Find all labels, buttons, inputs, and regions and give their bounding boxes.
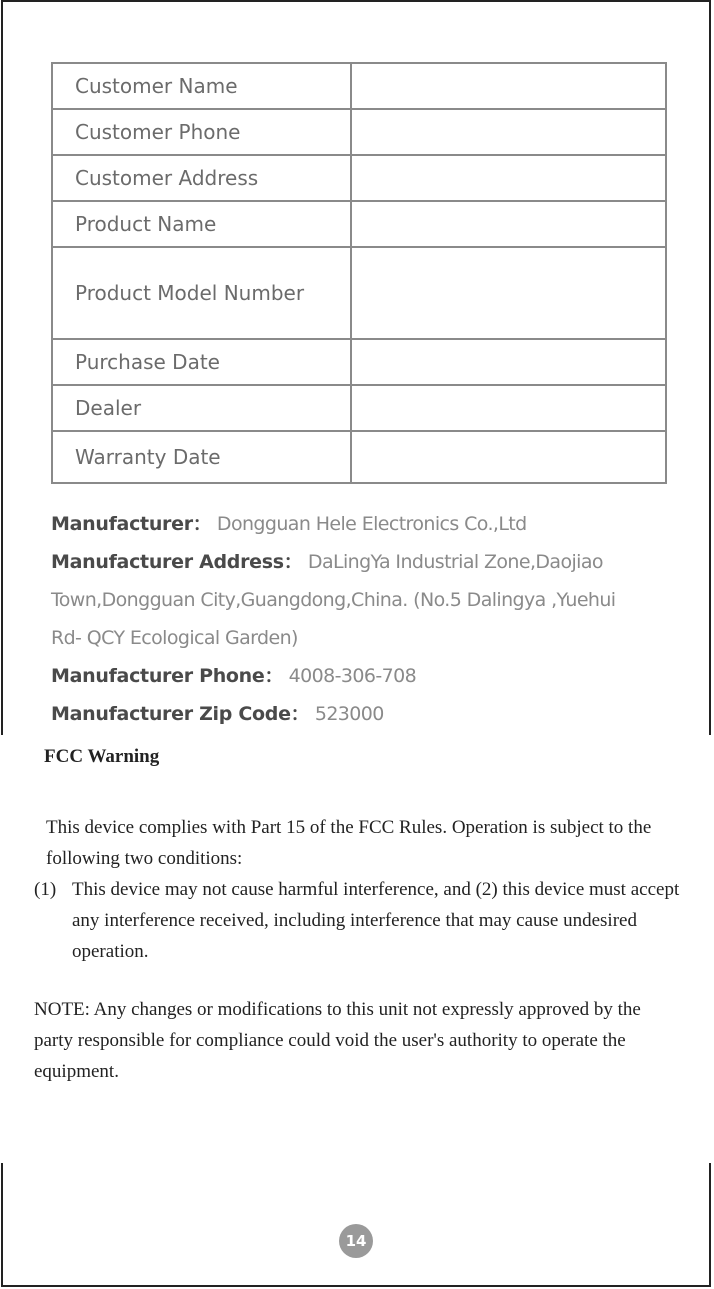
fcc-item-text: This device may not cause harmful interference, and (2) this device must accept any interference received, including interference that may cause undesired operation. [72,879,680,962]
row-label: Dealer [52,385,351,431]
row-label: Warranty Date [52,431,351,483]
row-value [351,63,666,109]
warranty-card-table [51,62,667,484]
manufacturer-address-3: Rd- QCY Ecological Garden) [51,627,298,649]
row-label: Customer Phone [52,109,351,155]
row-label: Customer Address [52,155,351,201]
manufacturer-address-line [51,543,671,581]
row-value [351,431,666,483]
manufacturer-phone: 4008-306-708 [288,665,417,687]
row-label: Purchase Date [52,339,351,385]
row-value [351,247,666,339]
row-label: Customer Name [52,63,351,109]
manufacturer-phone-label: Manufacturer Phone： [51,665,284,687]
row-value [351,109,666,155]
table-row [52,247,666,339]
table-row [52,155,666,201]
table-row [52,63,666,109]
row-value [351,155,666,201]
page-number-badge: 14 [339,1224,373,1258]
table-row [52,339,666,385]
table-row [52,109,666,155]
manufacturer-address-1: DaLingYa Industrial Zone,Daojiao [307,551,603,573]
manufacturer-zip: 523000 [314,703,384,725]
manufacturer-zip-label: Manufacturer Zip Code： [51,703,310,725]
row-value [351,201,666,247]
table-row [52,201,666,247]
row-label: Product Model Number [52,247,351,339]
manufacturer-address-label: Manufacturer Address： [51,551,303,573]
fcc-paragraph: This device complies with Part 15 of the FCC Rules. Operation is subject to the following two conditions: [46,817,652,869]
manufacturer-zip-line [51,695,671,733]
manufacturer-info [51,505,671,733]
row-value [351,339,666,385]
row-value [351,385,666,431]
manufacturer-name-line [51,505,671,543]
manufacturer-name-label: Manufacturer： [51,513,212,535]
fcc-note: NOTE: Any changes or modifications to this unit not expressly approved by the party responsible for compliance could void the user's authority to operate the equipment. [34,999,641,1082]
manufacturer-name: Dongguan Hele Electronics Co.,Ltd [216,513,527,535]
row-label: Product Name [52,201,351,247]
table-row [52,385,666,431]
manufacturer-phone-line [51,657,671,695]
manufacturer-address-2: Town,Dongguan City,Guangdong,China. (No.5 Dalingya ,Yuehui [51,589,616,611]
table-row [52,431,666,483]
fcc-item-number: (1) [34,879,57,900]
fcc-title: FCC Warning [44,746,160,767]
